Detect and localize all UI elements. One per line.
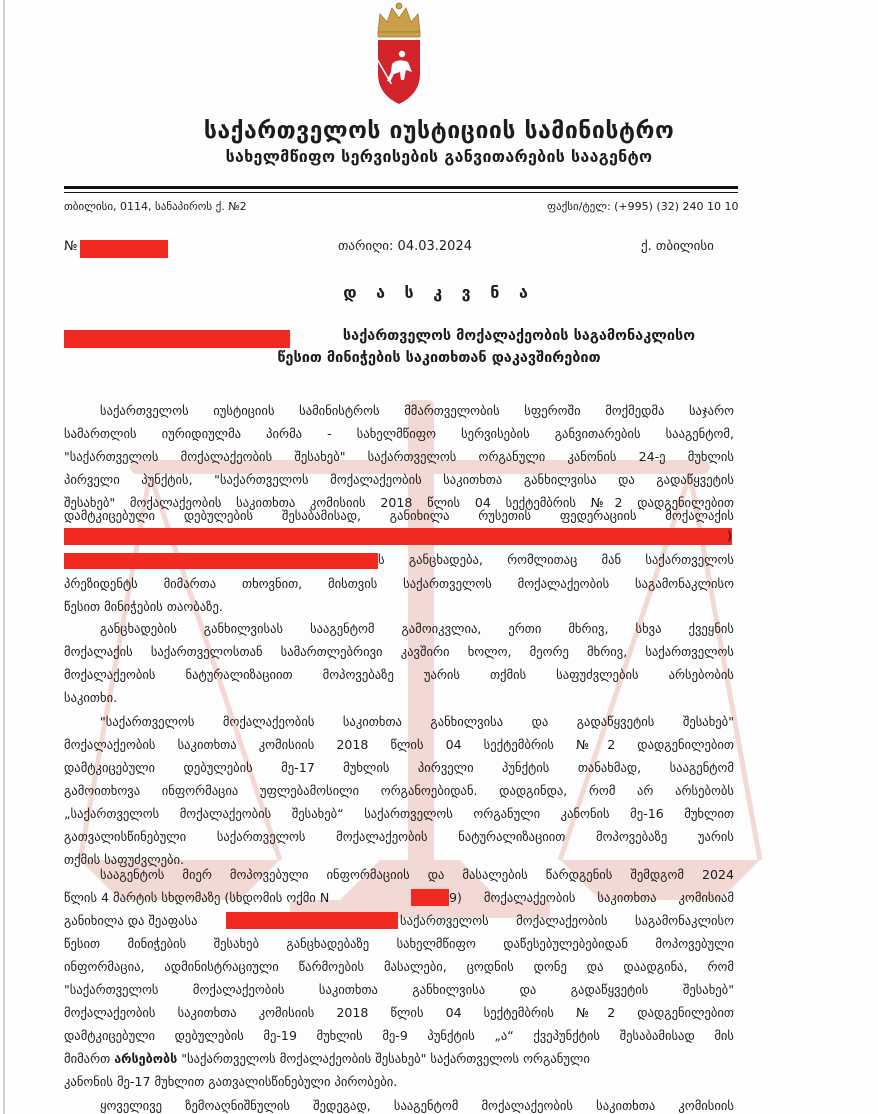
georgia-coat-of-arms-icon <box>372 2 426 106</box>
body-line: დამტკიცებული დებულების შესაბამისად, განიხილა რუსეთის ფედერაციის მოქალაქის <box>64 508 734 523</box>
body-line: ინფორმაცია, ადმინისტრაციული წარმოების მასალები, ცოდნის დონე და დაადგინა, რომ <box>64 959 734 974</box>
subject-line-1: საქართველოს მოქალაქეობის საგამონაკლისო <box>342 328 696 344</box>
body-line: "საქართველოს მოქალაქეობის საკითხთა განხილვისა და გადაწყვეტის შესახებ" <box>100 714 734 729</box>
redacted-applicant-name-2 <box>226 912 398 929</box>
body-line: განიხილა და შეაფასა <box>64 913 198 928</box>
body-line: თქმის საფუძვლები. <box>64 852 185 867</box>
body-line: წესით მინიჭების თაობაზე. <box>64 599 223 614</box>
body-text-bold: არსებობს <box>114 1051 178 1066</box>
body-line: საქართველოს მოქალაქეობის საგამონაკლისო <box>400 913 734 928</box>
header-rule <box>64 186 738 189</box>
body-line: სამართლის იურიდიულმა პირმა - სახელმწიფო სერვისების განვითარების სააგენტომ, <box>64 426 734 441</box>
body-line: მოქალაქეობის საკითხთა კომისიის 2018 წლის 04 სექტემბრის №2 დადგენილებით <box>64 737 734 752</box>
body-line: პრეზიდენტს მიმართა თხოვნით, მისთვის საქართველოს მოქალაქეობის საგამონაკლისო <box>64 576 734 591</box>
body-text: მიმართ <box>64 1051 115 1066</box>
address: თბილისი, 0114, სანაპიროს ქ. №2 <box>64 200 247 213</box>
body-line: საკითხი. <box>64 690 118 705</box>
page-edge <box>3 0 5 1114</box>
redacted-applicant-details <box>64 528 732 545</box>
document-number-label: № <box>64 239 78 254</box>
document-date: თარიღი: 04.03.2024 <box>338 239 472 254</box>
body-line: განცხადების განხილვისას სააგენტომ გამოიკვლია, ერთი მხრივ, სხვა ქვეყნის <box>100 621 734 636</box>
document-title: დ ა ს კ ვ ნ ა <box>343 283 535 302</box>
subject-line-2: წესით მინიჭების საკითხთან დაკავშირებით <box>277 350 601 366</box>
body-line: გათვალისწინებული საქართველოს მოქალაქეობის ნატურალიზაციით მოპოვებაზე უარის <box>64 829 734 844</box>
body-line: გამოითხოვა ინფორმაცია უფლებამოსილი ორგანოებიდან. დადგინდა, რომ არ არსებობს <box>64 783 734 798</box>
agency-name: სახელმწიფო სერვისების განვითარების სააგენტო <box>225 147 653 166</box>
body-line: ) <box>727 528 732 543</box>
body-line: 9) მოქალაქეობის საკითხთა კომისიამ <box>449 890 734 905</box>
body-line: დამტკიცებული დებულების მე-17 მუხლის პირველი პუნქტის თანახმად, სააგენტომ <box>64 760 734 775</box>
body-line: პირველი პუნქტის, "საქართველოს მოქალაქეობის საკითხთა განხილვისა და გადაწყვეტის <box>64 472 734 487</box>
ministry-name: საქართველოს იუსტიციის სამინისტრო <box>203 118 675 144</box>
body-line-mixed <box>64 1051 734 1066</box>
body-line: ყოველივე ზემოაღნიშნულის შედეგად, სააგენტომ მოქალაქეობის საკითხთა კომისიის <box>100 1098 734 1113</box>
body-line: მოქალაქეობის ნატურალიზაციით მოპოვებაზე უარის თქმის საფუძვლების არსებობის <box>64 667 734 682</box>
body-line: "საქართველოს მოქალაქეობის შესახებ" საქართველოს ორგანული კანონის 24-ე მუხლის <box>64 449 734 464</box>
body-text: "საქართველოს მოქალაქეობის შესახებ" საქართველოს ორგანული <box>177 1051 590 1066</box>
body-line: კანონის მე-17 მუხლით გათვალისწინებული პირობები. <box>64 1074 398 1089</box>
body-line: საქართველოს იუსტიციის სამინისტროს მმართველობის სფეროში მოქმედმა საჯარო <box>100 403 734 418</box>
body-line: წლის 4 მარტის სხდომაზე (სხდომის ოქმი N <box>64 890 330 905</box>
body-line: "საქართველოს მოქალაქეობის საკითხთა განხილვისა და გადაწყვეტის შესახებ" <box>64 982 734 997</box>
body-line: მოქალაქის საქართველოსთან სამართლებრივი კავშირი ხოლო, მეორე მხრივ, საქართველოს <box>64 644 734 659</box>
redacted-number <box>80 240 168 258</box>
body-line: სააგენტოს მიერ მოპოვებული ინფორმაციის და მასალების წარდგენის შემდგომ 2024 <box>100 867 734 882</box>
body-line: „საქართველოს მოქალაქეობის შესახებ“ საქართველოს ორგანული კანონის მე-16 მუხლით <box>64 806 734 821</box>
header-rule-thin <box>64 192 738 193</box>
document-city: ქ. თბილისი <box>641 239 714 254</box>
body-line: მოქალაქეობის საკითხთა კომისიის 2018 წლის 04 სექტემბრის №2 დადგენილებით <box>64 1005 734 1020</box>
body-line: ს განცხადება, რომლითაც მან საქართველოს <box>378 552 734 567</box>
body-line: შესახებ" მოქალაქეობის საკითხთა კომისიის 2018 წლის 04 სექტემბრის №2 დადგენილებით <box>64 495 734 510</box>
body-line: დამტკიცებული დებულების მე-19 მუხლის მე-9 პუნქტის „ა“ ქვეპუნქტის შესაბამისად მის <box>64 1028 734 1043</box>
redacted-protocol-number <box>411 889 449 906</box>
contact-info: ფაქსი/ტელ: (+995) (32) 240 10 10 <box>547 200 739 213</box>
redacted-applicant-name <box>64 553 378 569</box>
body-line: წესით მინიჭების შესახებ განცხადებაზე სახელმწიფო დაწესებულებებიდან მოპოვებული <box>64 936 734 951</box>
